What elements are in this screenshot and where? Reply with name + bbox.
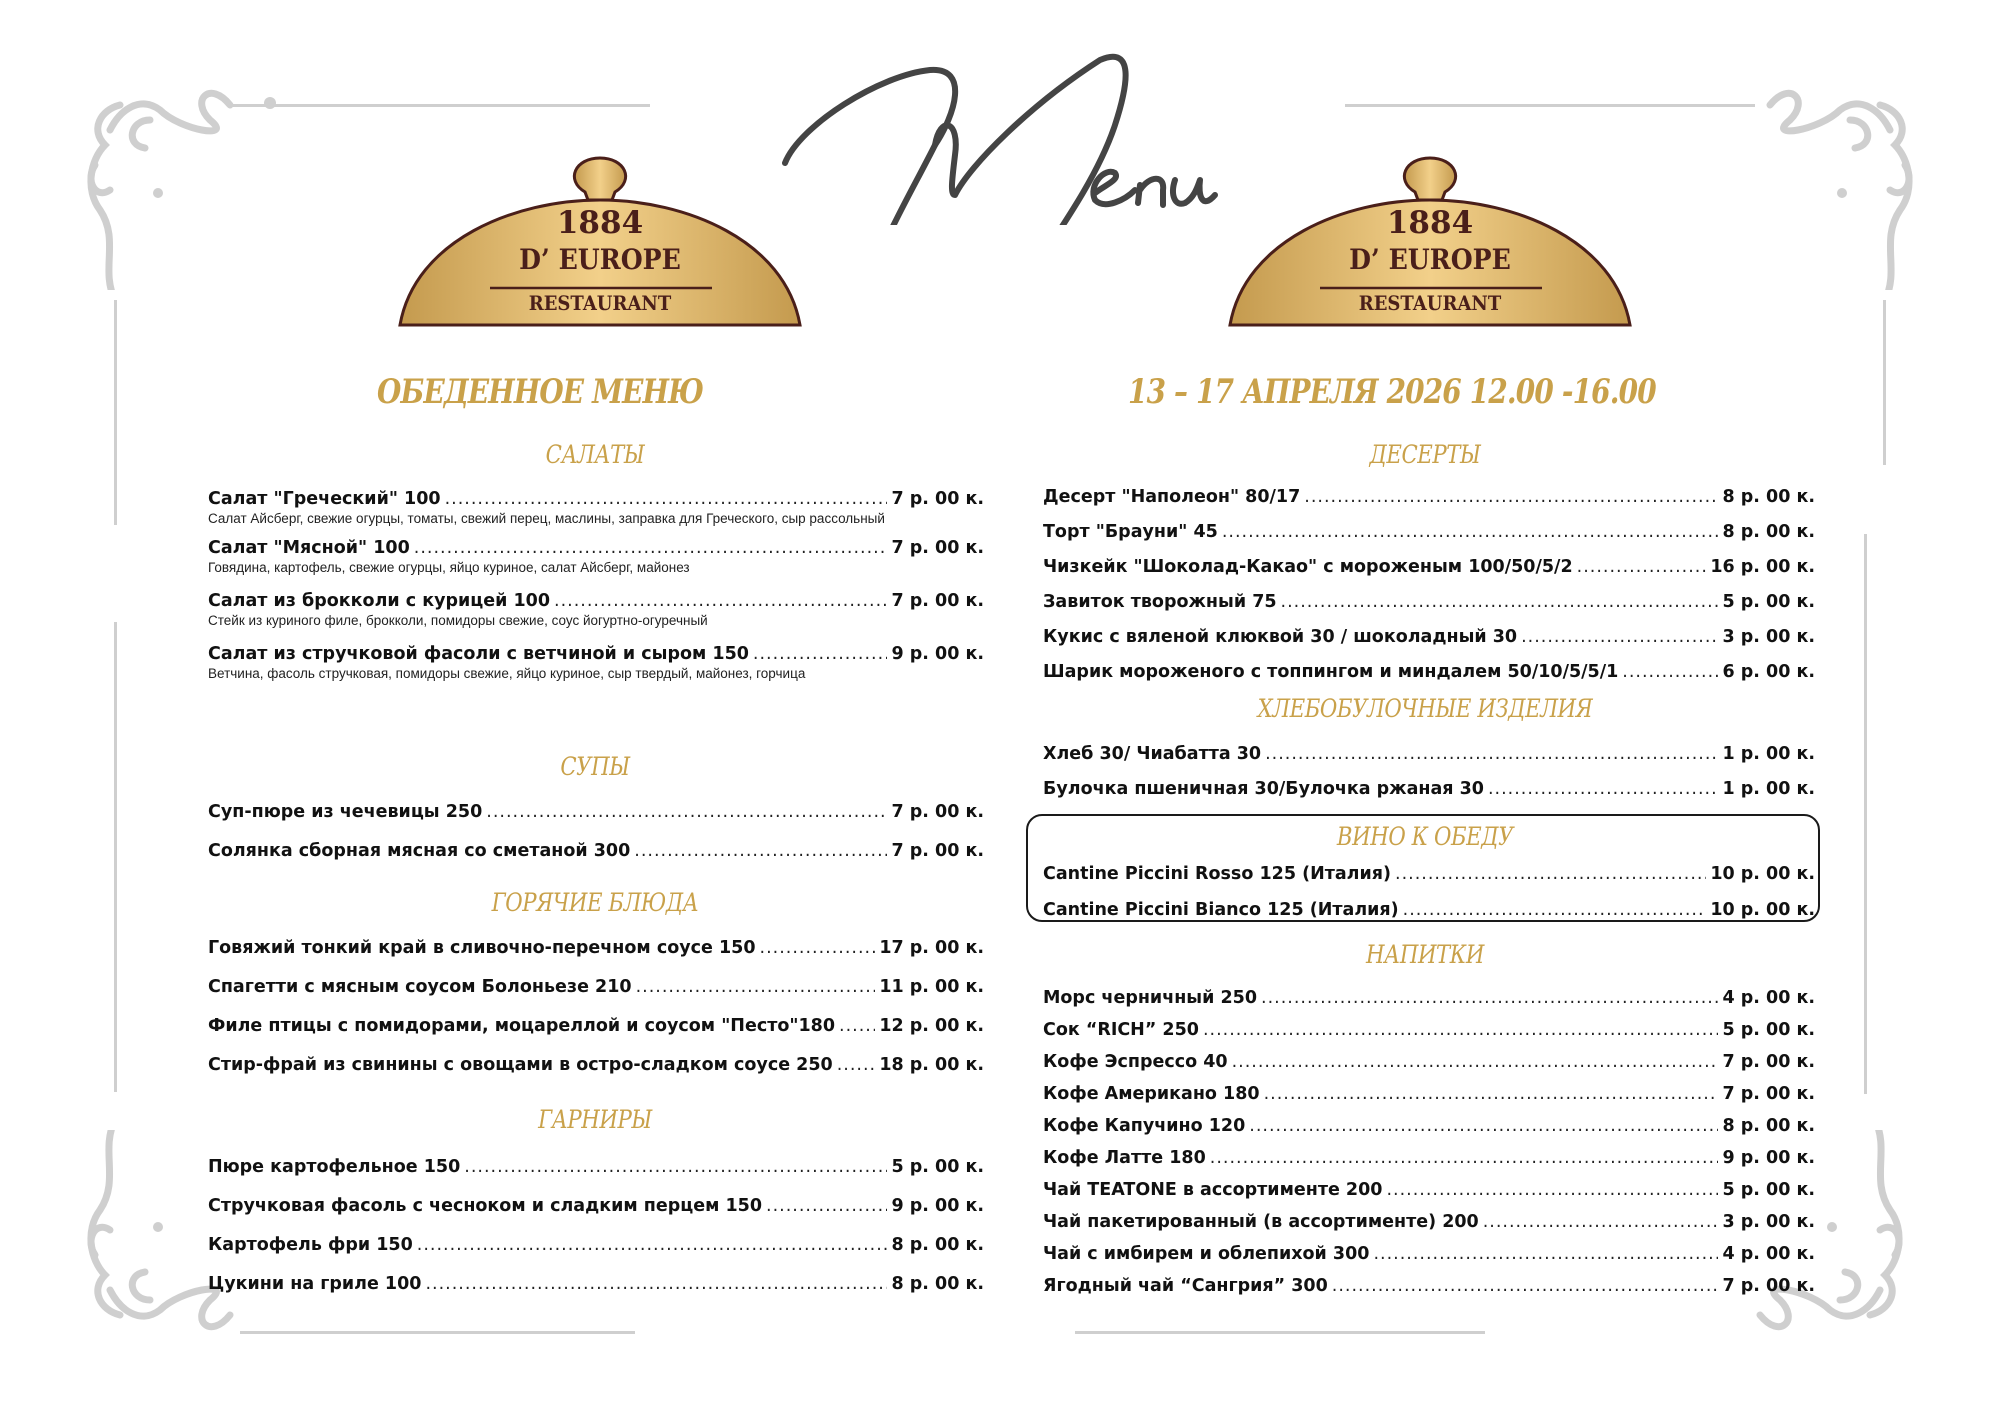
list-item [208,1156,984,1178]
logo-year: 1884 [556,205,644,241]
frame-top-right-line [1345,104,1755,107]
item-description: Стейк из куриного филе, брокколи, помидоры свежие, соус йогуртно-огуречный [208,613,708,628]
list-item [1043,626,1815,648]
list-item [208,643,984,682]
item-name: Стир-фрай из свинины с овощами в остро-сладком соусе 250 [208,1055,833,1075]
item-price: 12 р. 00 к. [879,1016,984,1036]
item-description: Говядина, картофель, свежие огурцы, яйцо куриное, салат Айсберг, майонез [208,560,690,575]
list-item [1043,521,1815,543]
item-price: 1 р. 00 к. [1722,744,1815,764]
item-price: 16 р. 00 к. [1710,557,1815,577]
item-name: Суп-пюре из чечевицы 250 [208,802,483,822]
item-price: 7 р. 00 к. [891,489,984,509]
frame-right-upper-line [1883,300,1886,465]
item-name: Булочка пшеничная 30/Булочка ржаная 30 [1043,779,1484,799]
ornament-top-left-icon [60,70,280,290]
item-name: Кофе Капучино 120 [1043,1116,1246,1136]
list-item [1043,591,1815,613]
item-description: Ветчина, фасоль стручковая, помидоры свежие, яйцо куриное, сыр твердый, майонез, горчица [208,666,806,681]
list-item [208,537,984,576]
item-price: 5 р. 00 к. [1722,592,1815,612]
list-item [208,840,984,862]
logo-type: RESTAURANT [528,291,672,315]
page-title-date-time: 13 – 17 АПРЕЛЯ 2026 12.00 -16.00 [1128,372,1656,412]
item-name: Сок “RICH” 250 [1043,1020,1199,1040]
item-description: Салат Айсберг, свежие огурцы, томаты, свежий перец, маслины, заправка для Греческого, сыр рассольный [208,511,885,526]
list-item [1043,987,1815,1009]
item-price: 9 р. 00 к. [1722,1148,1815,1168]
list-item [1043,743,1815,765]
item-price: 9 р. 00 к. [891,644,984,664]
item-price: 7 р. 00 к. [891,591,984,611]
wine-list [1043,863,1815,921]
bakery-list [1043,743,1815,800]
hot-dishes-list [208,937,984,1076]
list-item [1043,778,1815,800]
item-price: 8 р. 00 к. [1722,522,1815,542]
list-item [1043,1243,1815,1265]
item-price: 1 р. 00 к. [1722,779,1815,799]
desserts-list [1043,486,1815,683]
list-item [208,590,984,629]
item-price: 7 р. 00 к. [891,538,984,558]
restaurant-logo-right [1225,150,1635,330]
logo-name: D’ EUROPE [519,243,681,276]
item-name: Кофе Латте 180 [1043,1148,1206,1168]
frame-right-lower-line [1864,534,1867,1094]
list-item [208,488,984,527]
section-title-hot-dishes: ГОРЯЧИЕ БЛЮДА [491,888,699,917]
item-name: Чай с имбирем и облепихой 300 [1043,1244,1370,1264]
list-item [208,1054,984,1076]
item-price: 17 р. 00 к. [879,938,984,958]
item-price: 4 р. 00 к. [1722,988,1815,1008]
item-name: Ягодный чай “Сангрия” 300 [1043,1276,1328,1296]
item-price: 7 р. 00 к. [1722,1276,1815,1296]
page-title-lunch-menu: ОБЕДЕННОЕ МЕНЮ [377,372,704,412]
item-price: 4 р. 00 к. [1722,1244,1815,1264]
list-item [208,1234,984,1256]
list-item [1043,486,1815,508]
item-price: 6 р. 00 к. [1722,662,1815,682]
list-item [1043,1211,1815,1233]
ornament-top-right-icon [1720,70,1940,290]
item-name: Салат "Греческий" 100 [208,489,441,509]
item-price: 3 р. 00 к. [1722,627,1815,647]
item-name: Солянка сборная мясная со сметаной 300 [208,841,631,861]
item-name: Кофе Эспрессо 40 [1043,1052,1228,1072]
frame-left-lower-line [114,622,117,1092]
item-name: Хлеб 30/ Чиабатта 30 [1043,744,1262,764]
sides-list [208,1156,984,1295]
list-item [1043,1115,1815,1137]
list-item [208,937,984,959]
logo-name: D’ EUROPE [1349,243,1511,276]
drinks-list [1043,987,1815,1297]
frame-left-upper-line [114,300,117,525]
item-name: Салат "Мясной" 100 [208,538,410,558]
item-name: Картофель фри 150 [208,1235,413,1255]
frame-bottom-left-line [240,1331,635,1334]
item-name: Чизкейк "Шоколад-Какао" с мороженым 100/50/5/2 [1043,557,1573,577]
section-title-sides: ГАРНИРЫ [538,1105,652,1134]
list-item [1043,1275,1815,1297]
item-price: 3 р. 00 к. [1722,1212,1815,1232]
frame-bottom-right-line [1075,1331,1485,1334]
item-name: Шарик мороженого с топпингом и миндалем 50/10/5/5/1 [1043,662,1619,682]
item-price: 11 р. 00 к. [879,977,984,997]
list-item [208,976,984,998]
list-item [1043,1083,1815,1105]
item-name: Десерт "Наполеон" 80/17 [1043,487,1301,507]
item-name: Говяжий тонкий край в сливочно-перечном соусе 150 [208,938,756,958]
list-item [1043,899,1815,921]
item-name: Кукис с вяленой клюквой 30 / шоколадный 30 [1043,627,1518,647]
section-title-soups: СУПЫ [560,752,630,781]
item-name: Cantine Piccini Bianco 125 (Италия) [1043,900,1399,920]
item-name: Чай пакетированный (в ассортименте) 200 [1043,1212,1479,1232]
section-title-salads: САЛАТЫ [545,440,645,469]
list-item [208,1195,984,1217]
item-name: Салат из стручковой фасоли с ветчиной и сыром 150 [208,644,749,664]
item-name: Пюре картофельное 150 [208,1157,461,1177]
list-item [208,1015,984,1037]
section-title-wine: ВИНО К ОБЕДУ [1336,822,1514,851]
list-item [1043,556,1815,578]
section-title-bakery: ХЛЕБОБУЛОЧНЫЕ ИЗДЕЛИЯ [1257,694,1593,723]
section-title-desserts: ДЕСЕРТЫ [1369,440,1481,469]
item-name: Чай TEATONE в ассортименте 200 [1043,1180,1383,1200]
item-name: Cantine Piccini Rosso 125 (Италия) [1043,864,1391,884]
list-item [1043,661,1815,683]
list-item [1043,1179,1815,1201]
item-price: 5 р. 00 к. [891,1157,984,1177]
item-name: Спагетти с мясным соусом Болоньезе 210 [208,977,632,997]
list-item [1043,1051,1815,1073]
item-name: Цукини на гриле 100 [208,1274,422,1294]
soups-list [208,801,984,862]
item-name: Завиток творожный 75 [1043,592,1277,612]
list-item [208,1273,984,1295]
section-title-drinks: НАПИТКИ [1366,940,1484,969]
item-name: Торт "Брауни" 45 [1043,522,1218,542]
item-price: 5 р. 00 к. [1722,1180,1815,1200]
item-price: 8 р. 00 к. [1722,487,1815,507]
item-name: Кофе Американо 180 [1043,1084,1260,1104]
logo-year: 1884 [1386,205,1474,241]
item-name: Стручковая фасоль с чесноком и сладким перцем 150 [208,1196,763,1216]
list-item [208,801,984,823]
item-name: Филе птицы с помидорами, моцареллой и соусом "Песто"180 [208,1016,836,1036]
frame-top-left-line [230,104,650,107]
item-price: 7 р. 00 к. [1722,1052,1815,1072]
logo-type: RESTAURANT [1358,291,1502,315]
salads-list [208,488,984,682]
item-price: 7 р. 00 к. [1722,1084,1815,1104]
item-name: Салат из брокколи с курицей 100 [208,591,551,611]
item-price: 7 р. 00 к. [891,841,984,861]
item-name: Морс черничный 250 [1043,988,1258,1008]
item-price: 18 р. 00 к. [879,1055,984,1075]
menu-script-title [770,45,1240,225]
item-price: 8 р. 00 к. [1722,1116,1815,1136]
list-item [1043,863,1815,885]
item-price: 10 р. 00 к. [1710,864,1815,884]
item-price: 9 р. 00 к. [891,1196,984,1216]
item-price: 8 р. 00 к. [891,1235,984,1255]
list-item [1043,1147,1815,1169]
item-price: 7 р. 00 к. [891,802,984,822]
item-price: 10 р. 00 к. [1710,900,1815,920]
list-item [1043,1019,1815,1041]
restaurant-logo-left [395,150,805,330]
item-price: 5 р. 00 к. [1722,1020,1815,1040]
item-price: 8 р. 00 к. [891,1274,984,1294]
